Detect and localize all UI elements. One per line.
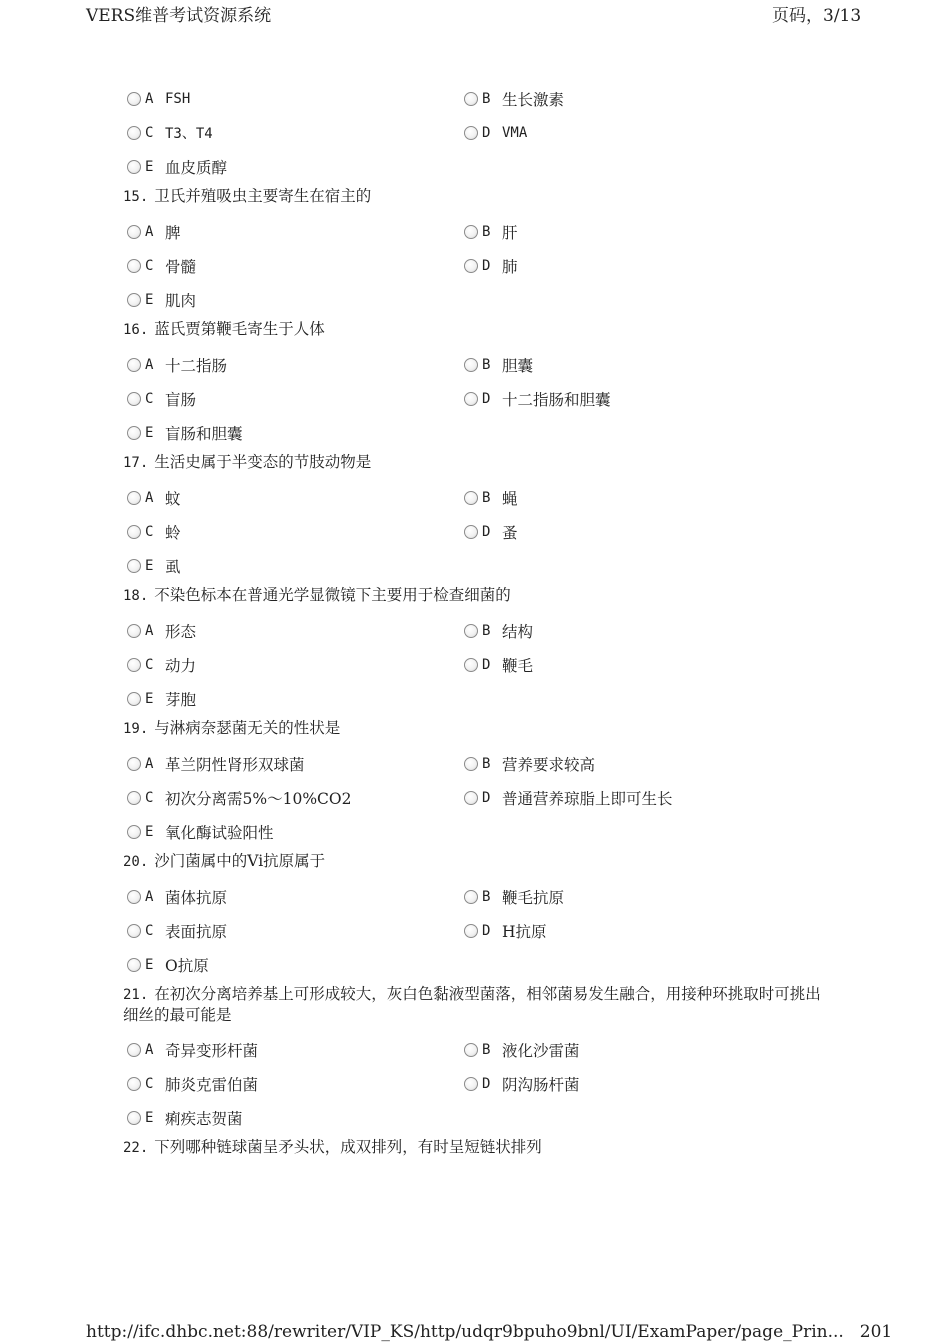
option-row [123, 954, 833, 984]
question-17: 17. 生活史属于半变态的节肢动物是 [123, 453, 372, 471]
option-c[interactable]: C T3、T4 [127, 122, 213, 144]
radio-button[interactable] [464, 392, 478, 406]
option-e[interactable]: E 血皮质醇 [127, 156, 227, 178]
option-row [123, 1039, 833, 1073]
radio-button[interactable] [127, 525, 141, 539]
option-a[interactable]: A 奇异变形杆菌 [127, 1039, 258, 1061]
option-a[interactable]: A 形态 [127, 620, 196, 642]
radio-button[interactable] [464, 924, 478, 938]
radio-button[interactable] [127, 126, 141, 140]
radio-button[interactable] [127, 825, 141, 839]
question-20: 20. 沙门菌属中的Vi抗原属于 [123, 852, 326, 870]
option-e[interactable]: E 盲肠和胆囊 [127, 422, 243, 444]
radio-button[interactable] [127, 160, 141, 174]
option-d[interactable]: D H抗原 [464, 920, 547, 942]
option-row [123, 221, 833, 255]
radio-button[interactable] [127, 293, 141, 307]
option-a[interactable]: A 蚊 [127, 487, 181, 509]
radio-button[interactable] [127, 358, 141, 372]
option-a[interactable]: A 菌体抗原 [127, 886, 227, 908]
radio-button[interactable] [127, 658, 141, 672]
option-row [123, 1073, 833, 1107]
radio-button[interactable] [464, 890, 478, 904]
option-e[interactable]: E 虱 [127, 555, 181, 577]
option-d[interactable]: D 阴沟肠杆菌 [464, 1073, 580, 1095]
radio-button[interactable] [464, 791, 478, 805]
radio-button[interactable] [464, 624, 478, 638]
question-15: 15. 卫氏并殖吸虫主要寄生在宿主的 [123, 187, 372, 205]
radio-button[interactable] [464, 225, 478, 239]
option-row [123, 821, 833, 851]
footer-url: http://ifc.dhbc.net:88/rewriter/VIP_KS/http/udqr9bpuho9bnl/UI/ExamPaper/page_Prin... [86, 1322, 844, 1342]
option-row [123, 886, 833, 920]
radio-button[interactable] [127, 791, 141, 805]
option-row [123, 753, 833, 787]
option-row [123, 487, 833, 521]
option-row [123, 388, 833, 422]
radio-button[interactable] [464, 757, 478, 771]
radio-button[interactable] [464, 658, 478, 672]
option-c[interactable]: C 盲肠 [127, 388, 196, 410]
option-c[interactable]: C 表面抗原 [127, 920, 227, 942]
option-row [123, 289, 833, 319]
option-a[interactable]: A 革兰阴性肾形双球菌 [127, 753, 305, 775]
option-row [123, 654, 833, 688]
footer-number: 201 [859, 1322, 893, 1342]
system-title: VERS维普考试资源系统 [86, 6, 272, 26]
option-row [123, 422, 833, 452]
option-d[interactable]: D 鞭毛 [464, 654, 533, 676]
radio-button[interactable] [127, 958, 141, 972]
option-row [123, 354, 833, 388]
question-19: 19. 与淋病奈瑟菌无关的性状是 [123, 719, 341, 737]
option-b[interactable]: B 蝇 [464, 487, 518, 509]
option-d[interactable]: D VMA [464, 122, 527, 144]
radio-button[interactable] [127, 757, 141, 771]
radio-button[interactable] [464, 1043, 478, 1057]
page-header [0, 0, 950, 28]
exam-content [123, 88, 833, 1172]
option-e[interactable]: E O抗原 [127, 954, 209, 976]
option-b[interactable]: B 生长激素 [464, 88, 564, 110]
option-row [123, 787, 833, 821]
option-b[interactable]: B 肝 [464, 221, 518, 243]
option-row [123, 1107, 833, 1137]
option-d[interactable]: D 肺 [464, 255, 518, 277]
radio-button[interactable] [127, 692, 141, 706]
question-21: 21. 在初次分离培养基上可形成较大，灰白色黏液型菌落，相邻菌易发生融合，用接种环挑取时可挑出细丝的最可能是 [123, 985, 821, 1024]
option-d[interactable]: D 蚤 [464, 521, 518, 543]
option-b[interactable]: B 结构 [464, 620, 533, 642]
radio-button[interactable] [127, 624, 141, 638]
radio-button[interactable] [464, 259, 478, 273]
option-row [123, 521, 833, 555]
radio-button[interactable] [127, 890, 141, 904]
option-e[interactable]: E 氧化酶试验阳性 [127, 821, 274, 843]
option-row [123, 920, 833, 954]
option-e[interactable]: E 痢疾志贺菌 [127, 1107, 243, 1129]
radio-button[interactable] [464, 358, 478, 372]
radio-button[interactable] [464, 126, 478, 140]
radio-button[interactable] [127, 1043, 141, 1057]
option-c[interactable]: C 肺炎克雷伯菌 [127, 1073, 258, 1095]
page-footer [86, 1322, 893, 1342]
option-c[interactable]: C 骨髓 [127, 255, 196, 277]
radio-button[interactable] [127, 1111, 141, 1125]
option-a[interactable]: A 脾 [127, 221, 181, 243]
option-c[interactable]: C 动力 [127, 654, 196, 676]
option-d[interactable]: D 普通营养琼脂上即可生长 [464, 787, 673, 809]
radio-button[interactable] [127, 426, 141, 440]
option-c[interactable]: C 蛉 [127, 521, 181, 543]
option-d[interactable]: D 十二指肠和胆囊 [464, 388, 611, 410]
radio-button[interactable] [127, 559, 141, 573]
option-row [123, 555, 833, 585]
radio-button[interactable] [127, 225, 141, 239]
radio-button[interactable] [127, 491, 141, 505]
radio-button[interactable] [464, 1077, 478, 1091]
radio-button[interactable] [127, 92, 141, 106]
option-c[interactable]: C 初次分离需5%～10%CO2 [127, 787, 351, 809]
option-b[interactable]: B 胆囊 [464, 354, 533, 376]
option-row [123, 88, 833, 122]
option-row [123, 620, 833, 654]
radio-button[interactable] [127, 259, 141, 273]
option-row [123, 688, 833, 718]
option-row [123, 122, 833, 156]
option-b[interactable]: B 鞭毛抗原 [464, 886, 564, 908]
option-a[interactable]: A FSH [127, 88, 190, 110]
radio-button[interactable] [127, 924, 141, 938]
option-a[interactable]: A 十二指肠 [127, 354, 227, 376]
radio-button[interactable] [464, 92, 478, 106]
option-row [123, 255, 833, 289]
page-indicator: 页码，3/13 [772, 6, 862, 26]
radio-button[interactable] [127, 1077, 141, 1091]
option-b[interactable]: B 营养要求较高 [464, 753, 595, 775]
radio-button[interactable] [127, 392, 141, 406]
option-e[interactable]: E 肌肉 [127, 289, 196, 311]
radio-button[interactable] [464, 525, 478, 539]
radio-button[interactable] [464, 491, 478, 505]
option-b[interactable]: B 液化沙雷菌 [464, 1039, 580, 1061]
option-e[interactable]: E 芽胞 [127, 688, 196, 710]
option-row [123, 156, 833, 186]
question-16: 16. 蓝氏贾第鞭毛寄生于人体 [123, 320, 325, 338]
question-22: 22. 下列哪种链球菌呈矛头状，成双排列，有时呈短链状排列 [123, 1138, 542, 1156]
question-18: 18. 不染色标本在普通光学显微镜下主要用于检查细菌的 [123, 586, 511, 604]
